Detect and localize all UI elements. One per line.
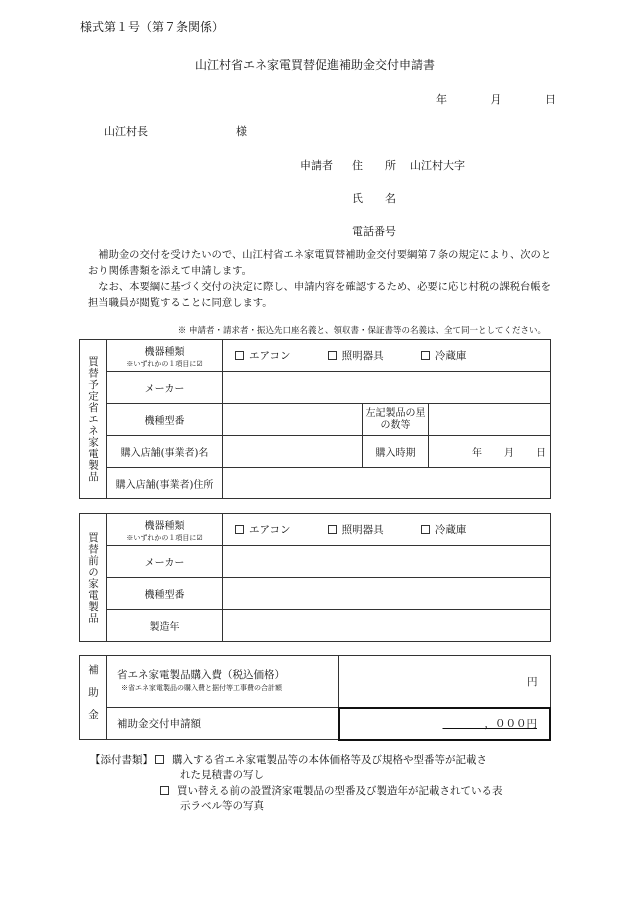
attachment-1-line-1: 購入する省エネ家電製品等の本体価格等及び規格や型番等が記載さ [172, 754, 487, 766]
address-label: 住 所 [352, 159, 396, 172]
old-year-label: 製造年 [107, 610, 223, 642]
old-product-heading: 買替前の家電製品 [87, 531, 99, 624]
old-device-type-label: 機器種類 [144, 520, 185, 532]
statement-paragraph-1: 補助金の交付を受けたいので、山江村省エネ家電買替補助金交付要綱第７条の規定により、次のとおり関係書類を添えて申請します。 [88, 249, 552, 277]
old-device-type-options [223, 514, 551, 546]
applicant-label: 申請者 [300, 159, 333, 172]
name-consistency-note: ※ 申請者・請求者・振込先口座名義と、領収書・保証書等の名義は、全て同一としてください。 [177, 326, 546, 336]
old-option-lighting[interactable]: 照明器具 [328, 522, 384, 537]
checkbox-icon[interactable] [328, 351, 337, 360]
addressee-name: 山江村長 [104, 125, 148, 138]
applicant-address-row [352, 157, 465, 173]
new-product-table [79, 339, 551, 499]
model-field[interactable] [223, 404, 363, 436]
date-line [436, 91, 556, 107]
store-name-field[interactable] [223, 436, 363, 468]
store-address-field[interactable] [223, 468, 551, 499]
document-title: 山江村省エネ家電買替促進補助金交付申請書 [194, 58, 435, 72]
name-label: 氏 名 [352, 192, 396, 205]
honorific: 様 [236, 125, 247, 138]
device-type-label: 機器種類 [144, 346, 185, 358]
grant-heading-cell [80, 656, 107, 740]
checkbox-icon[interactable] [235, 525, 244, 534]
applicant-phone-row [352, 223, 410, 239]
address-value[interactable]: 山江村大字 [410, 159, 465, 172]
device-type-options [223, 340, 551, 372]
option-lighting[interactable]: 照明器具 [328, 348, 384, 363]
old-option-aircon[interactable]: エアコン [235, 522, 290, 537]
cost-field[interactable] [339, 656, 551, 708]
checkbox-icon[interactable] [155, 755, 164, 764]
attachment-item-2 [160, 784, 503, 799]
old-model-field[interactable] [223, 578, 551, 610]
attachment-2-line-2: 示ラベル等の写真 [180, 800, 264, 812]
checkbox-icon[interactable] [421, 351, 430, 360]
checkbox-icon[interactable] [421, 525, 430, 534]
star-label: 左記製品の星の数等 [363, 404, 429, 436]
old-year-field[interactable] [223, 610, 551, 642]
attachment-item-1 [90, 753, 487, 768]
amount-label: 補助金交付申請額 [107, 708, 339, 740]
applicant-name-row [352, 190, 410, 206]
maker-label: メーカー [107, 372, 223, 404]
phone-label: 電話番号 [352, 225, 396, 238]
attachment-2-line-1: 買い替える前の設置済家電製品の型番及び製造年が記載されている表 [177, 785, 503, 797]
checkbox-icon[interactable] [235, 351, 244, 360]
star-field[interactable] [429, 404, 551, 436]
cost-label-cell [107, 656, 339, 708]
attachment-1-line-2: れた見積書の写し [180, 769, 264, 781]
amount-field[interactable] [339, 708, 551, 740]
purchase-period-label: 購入時期 [363, 436, 429, 468]
checkbox-icon[interactable] [328, 525, 337, 534]
model-label: 機種型番 [107, 404, 223, 436]
store-address-label: 購入店舗(事業者)住所 [107, 468, 223, 499]
purchase-period-field[interactable]: 年 月 日 [429, 436, 551, 468]
date-month-label: 月 [490, 93, 502, 106]
old-maker-label: メーカー [107, 546, 223, 578]
attachment-label: 【添付書類】 [90, 754, 153, 766]
store-name-label: 購入店舗(事業者)名 [107, 436, 223, 468]
application-statement [88, 247, 558, 311]
old-device-type-note: ※いずれかの１項目に☑ [126, 533, 203, 542]
grant-heading: 補助金 [87, 663, 99, 732]
old-option-fridge[interactable]: 冷蔵庫 [421, 522, 467, 537]
maker-field[interactable] [223, 372, 551, 404]
checkbox-icon[interactable] [160, 786, 169, 795]
old-product-table [79, 513, 551, 642]
old-device-type-label-cell [107, 514, 223, 546]
form-number: 様式第１号（第７条関係） [80, 20, 225, 34]
addressee [104, 123, 247, 139]
new-product-heading-cell [80, 340, 107, 499]
cost-label: 省エネ家電製品購入費（税込価格） [117, 668, 285, 681]
old-model-label: 機種型番 [107, 578, 223, 610]
old-maker-field[interactable] [223, 546, 551, 578]
cost-note: ※省エネ家電製品の購入費と据付等工事費の合計額 [121, 683, 282, 692]
date-day-label: 日 [545, 93, 556, 106]
device-type-note: ※いずれかの１項目に☑ [126, 359, 203, 368]
statement-paragraph-2: なお、本要綱に基づく交付の決定に際し、申請内容を確認するため、必要に応じ村税の課税台帳を担当職員が閲覧することに同意します。 [88, 281, 551, 309]
option-fridge[interactable]: 冷蔵庫 [421, 348, 467, 363]
cost-unit: 円 [527, 675, 538, 688]
new-product-heading: 買替予定省エネ家電製品 [87, 355, 99, 483]
grant-table [79, 655, 551, 741]
option-aircon[interactable]: エアコン [235, 348, 290, 363]
device-type-label-cell [107, 340, 223, 372]
date-year-label: 年 [436, 93, 447, 106]
amount-value: ，０００円 [442, 718, 537, 730]
old-product-heading-cell [80, 514, 107, 642]
